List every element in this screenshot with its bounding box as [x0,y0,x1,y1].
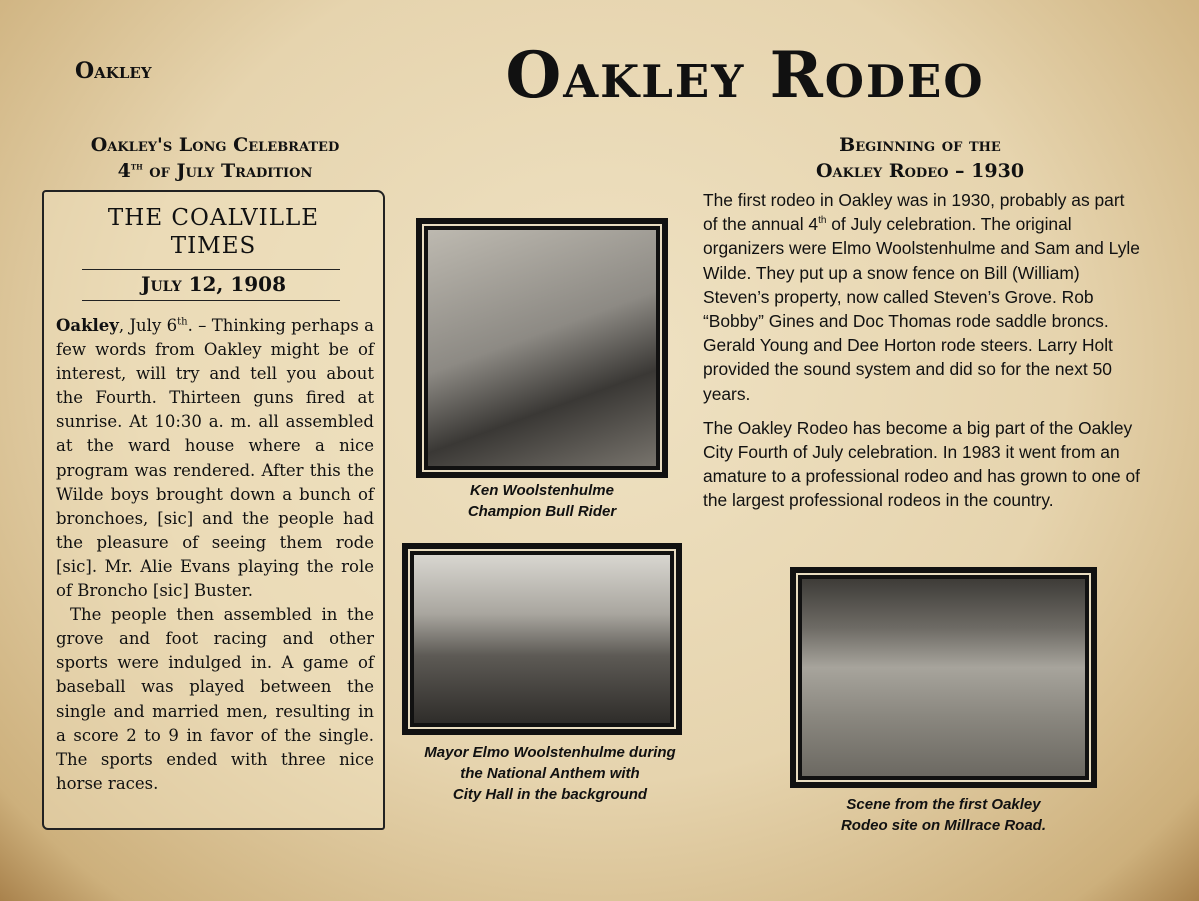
left-heading-line1: Oakley's Long Celebrated [90,134,340,156]
newspaper-title-line2: TIMES [170,233,257,259]
newspaper-title-line1: THE COALVILLE [107,205,320,231]
caption-line: Mayor Elmo Woolstenhulme during [424,744,676,761]
left-heading-line2 [40,158,390,184]
caption-line: City Hall in the background [452,786,648,803]
photo-caption [395,742,705,805]
right-body [703,188,1143,523]
newspaper-paragraph [56,314,374,603]
lead-body: . – Thinking perhaps a few words from Oakley might be of interest, will try and tell you about the Fourth. Thirteen guns fired at sunrise. At 10:30 a. m. all assembled at the ward house where a nice program was rendered. After this the Wilde boys brought down a bunch of bronchoes, [sic] and the people had the pleasure of seeing them rode [sic]. Mr. Alie Evans playing the role of Broncho [sic] Buster. [56,316,374,601]
lead-sup: th [177,316,188,328]
right-heading [700,132,1140,184]
body-text: of July celebration. The original organizers were Elmo Woolstenhulme and Sam and Lyle Wilde. They put up a snow fence on Bill (William) Steven’s property, now called Steven’s Grove. Rob “Bobby” Gines and Doc Thomas rode saddle broncs. Gerald Young and Dee Horton rode steers. Larry Holt provided the sound system and did so for the next 50 years. [703,214,1140,404]
newspaper-paragraph: The people then assembled in the grove and foot racing and other sports were indulged in. A game of baseball was played between the single and married men, resulting in a score 2 to 9 in favor of the single. The sports ended with three nice horse races. [56,605,374,793]
body-text: The first rodeo in Oakley was in 1930, probably as part of the annual 4 [703,190,1125,235]
body-paragraph [703,188,1143,406]
right-heading-line2: Oakley Rodeo – 1930 [815,160,1025,182]
body-paragraph: The Oakley Rodeo has become a big part of the Oakley City Fourth of July celebration. In 1983 it went from an amature to a professional rodeo and has grown to one of the largest professional rodeos in the country. [703,417,1140,511]
photo-mayor-horses [402,543,682,735]
newspaper-title [44,204,383,260]
photo-caption [416,480,668,522]
divider [82,300,340,301]
left-heading [40,132,390,184]
divider [82,269,340,270]
newspaper-clipping [42,190,385,830]
heading-number: 4 [117,160,131,182]
newspaper-body [56,314,374,796]
lead-bold: Oakley [56,316,119,335]
heading-rest: of July Tradition [142,160,313,182]
caption-line: Ken Woolstenhulme [470,482,614,499]
right-heading-line1: Beginning of the [839,134,1001,156]
caption-line: Champion Bull Rider [467,503,617,520]
caption-line: Rodeo site on Millrace Road. [840,817,1047,834]
newspaper-date: July 12, 1908 [141,272,286,296]
caption-line: the National Anthem with [460,765,640,782]
caption-line: Scene from the first Oakley [846,796,1041,813]
photo-rodeo-site [790,567,1097,788]
brand-label: Oakley [75,58,152,84]
photo-bull-rider [416,218,668,478]
photo-caption [790,794,1097,836]
lead-text: , July 6 [118,316,178,335]
page-title: Oakley Rodeo [505,38,985,113]
body-sup: th [818,215,827,227]
heading-sup: th [130,161,143,173]
